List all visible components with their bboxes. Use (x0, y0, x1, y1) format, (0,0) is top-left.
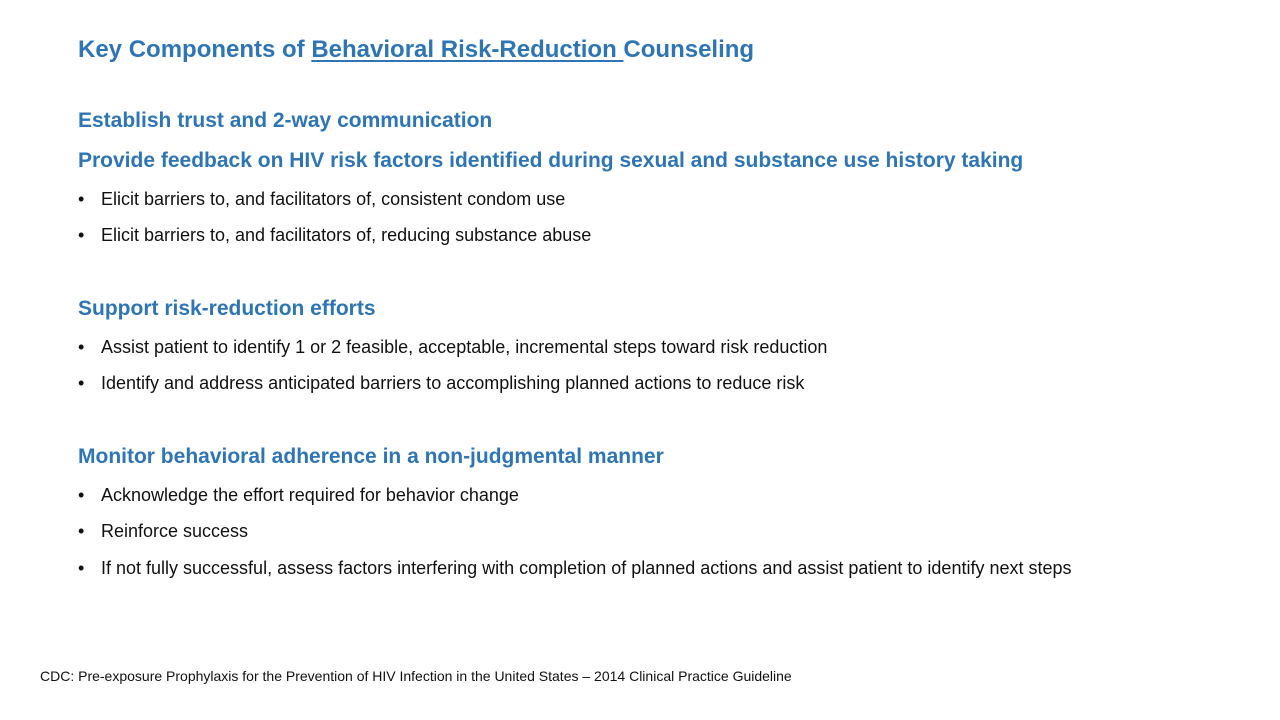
source-citation: CDC: Pre-exposure Prophylaxis for the Prevention of HIV Infection in the United States – 2014 Clinical Practice Guideline (40, 668, 792, 684)
bullet-glyph: • (78, 521, 85, 541)
bullet-glyph: • (78, 373, 85, 393)
bullet-text: Reinforce success (101, 521, 249, 541)
bullet-item (78, 224, 1168, 247)
bullet-item (78, 372, 1168, 395)
slide-title-underlined: Behavioral Risk-Reduction (311, 36, 624, 63)
slide-title (78, 36, 754, 64)
bullet-glyph: • (78, 485, 85, 505)
section-heading-feedback: Provide feedback on HIV risk factors identified during sexual and substance use history taking (78, 149, 1024, 172)
bullet-glyph: • (78, 337, 85, 357)
slide-title-prefix: Key Components of (78, 36, 312, 63)
bullet-text: If not fully successful, assess factors interfering with completion of planned actions and assist patient to identify next steps (101, 558, 1072, 578)
bullet-glyph: • (78, 189, 85, 209)
bullet-text: Elicit barriers to, and facilitators of, consistent condom use (101, 189, 566, 209)
bullet-item (78, 520, 1168, 543)
bullet-item (78, 336, 1168, 359)
bullet-item (78, 188, 1168, 211)
slide-title-suffix: Counseling (623, 36, 755, 63)
bullet-text: Elicit barriers to, and facilitators of, reducing substance abuse (101, 225, 592, 245)
bullet-text: Assist patient to identify 1 or 2 feasible, acceptable, incremental steps toward risk reduction (101, 337, 828, 357)
bullet-text: Identify and address anticipated barriers to accomplishing planned actions to reduce risk (101, 373, 805, 393)
bullet-glyph: • (78, 225, 85, 245)
section-heading-trust: Establish trust and 2-way communication (78, 109, 493, 132)
bullet-text: Acknowledge the effort required for behavior change (101, 485, 519, 505)
bullet-item (78, 484, 1168, 507)
section-heading-support: Support risk-reduction efforts (78, 297, 376, 320)
section-heading-monitor: Monitor behavioral adherence in a non-judgmental manner (78, 445, 664, 468)
bullet-item (78, 557, 1168, 580)
bullet-glyph: • (78, 558, 85, 578)
